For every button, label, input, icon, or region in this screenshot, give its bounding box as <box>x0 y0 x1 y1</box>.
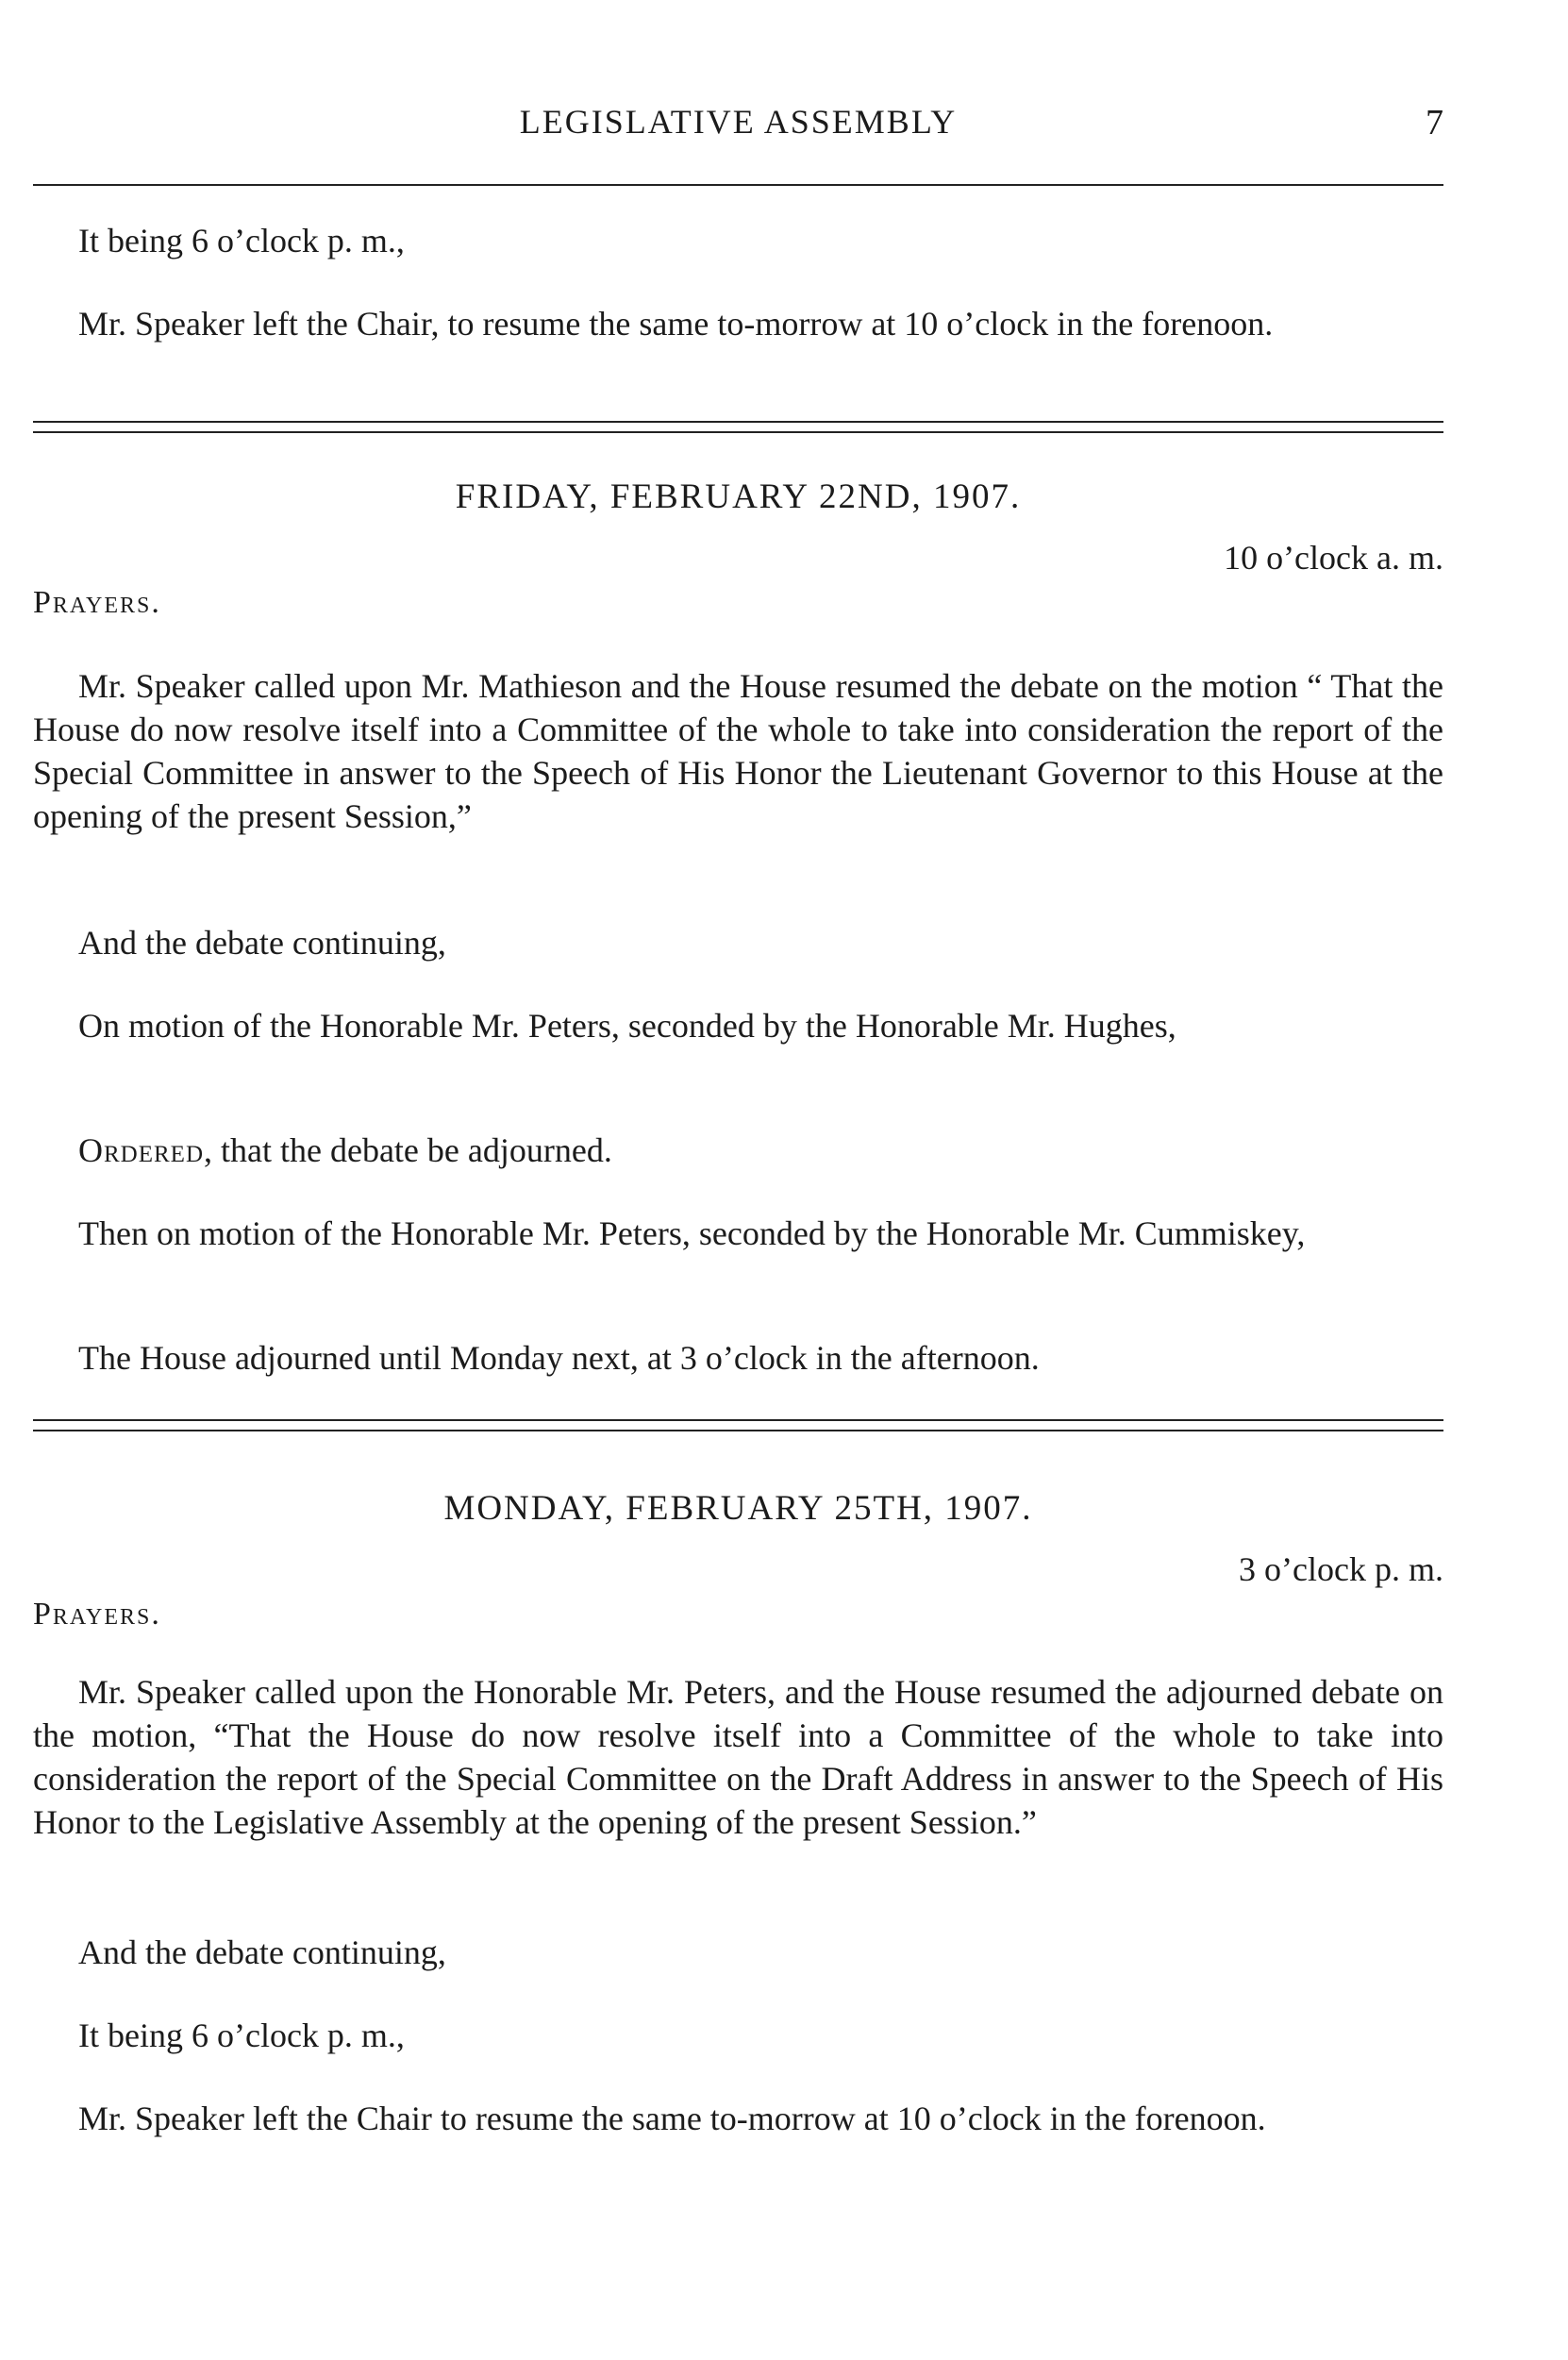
friday-paragraph-3: On motion of the Honorable Mr. Peters, seconded by the Honorable Mr. Hughes, <box>78 1007 1176 1045</box>
monday-prayers: Prayers. <box>33 1597 161 1632</box>
journal-page <box>33 0 1443 2360</box>
friday-paragraph-2: And the debate continuing, <box>78 924 446 962</box>
monday-time: 3 o’clock p. m. <box>1239 1550 1443 1588</box>
friday-paragraph-1: Mr. Speaker called upon Mr. Mathieson and the House resumed the debate on the motion “ That the House do now resolve itself into a Committee of the whole to take into consideration the report of the Special Committee in answer to the Speech of His Honor the Lieutenant Governor to this House at the opening of the present Session,” <box>33 667 1443 835</box>
monday-date-heading: MONDAY, FEBRUARY 25TH, 1907. <box>443 1489 1033 1528</box>
page-number: 7 <box>1426 103 1443 142</box>
monday-paragraph-1: Mr. Speaker called upon the Honorable Mr. Peters, and the House resumed the adjourned debate on the motion, “That the House do now resolve itself into a Committee of the whole to take into consideration the report of the Special Committee on the Draft Address in answer to the Speech of His Honor to the Legislative Assembly at the opening of the present Session.” <box>33 1673 1443 1841</box>
monday-paragraph-3: It being 6 o’clock p. m., <box>78 2017 405 2054</box>
intro-paragraph-1: It being 6 o’clock p. m., <box>78 222 405 259</box>
section-divider-friday <box>33 421 1443 433</box>
running-head <box>33 102 1443 149</box>
monday-paragraph-2: And the debate continuing, <box>78 1933 446 1971</box>
section-divider-monday <box>33 1419 1443 1431</box>
friday-time: 10 o’clock a. m. <box>1224 539 1443 577</box>
ordered-text: , that the debate be adjourned. <box>204 1131 612 1169</box>
header-rule <box>33 184 1443 186</box>
friday-paragraph-5: Then on motion of the Honorable Mr. Peters, seconded by the Honorable Mr. Cummiskey, <box>78 1214 1306 1252</box>
friday-paragraph-6: The House adjourned until Monday next, at 3 o’clock in the afternoon. <box>78 1339 1040 1377</box>
monday-paragraph-4: Mr. Speaker left the Chair to resume the same to-morrow at 10 o’clock in the forenoon. <box>78 2100 1266 2137</box>
friday-date-heading: FRIDAY, FEBRUARY 22ND, 1907. <box>455 477 1022 516</box>
ordered-label: Ordered <box>78 1131 204 1169</box>
intro-paragraph-2: Mr. Speaker left the Chair, to resume the same to-morrow at 10 o’clock in the forenoon. <box>78 305 1274 343</box>
friday-paragraph-4 <box>33 1129 1443 1172</box>
friday-prayers: Prayers. <box>33 585 161 620</box>
running-title: LEGISLATIVE ASSEMBLY <box>519 103 958 141</box>
